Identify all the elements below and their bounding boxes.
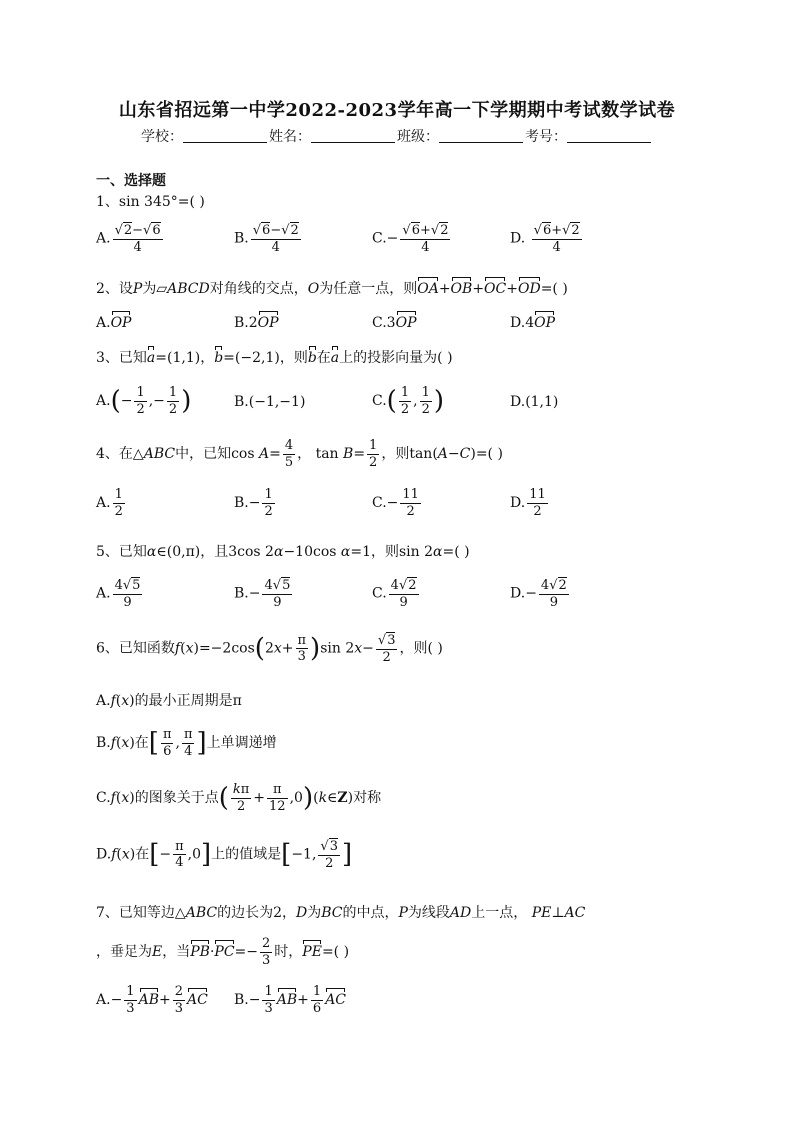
q4-option-a[interactable]: A. $\frac{1}{2}$ <box>96 487 123 519</box>
q5-option-c[interactable]: C. $\frac{4√2}{9}$ <box>372 578 417 610</box>
question-3: 3、已知a=(1,1)，b=(−2,1)，则b在a上的投影向量为( ) <box>96 345 453 367</box>
q6-option-c[interactable]: C.f(x)的图象关于点( $\frac{k\pi}{2}$ + $\frac{\pi}{12}$ ,0)(k∈Z)对称 <box>96 782 382 814</box>
class-blank[interactable] <box>439 128 523 143</box>
q6-option-b[interactable]: B.f(x)在[ $\frac{\pi}{6}$ , $\frac{\pi}{4}$ ]上单调递增 <box>96 727 277 759</box>
q2-option-b[interactable]: B.2OP <box>234 310 279 331</box>
q3-option-a[interactable]: A.(− $\frac{1}{2}$ ,− $\frac{1}{2}$ ) <box>96 385 192 417</box>
q3-option-c[interactable]: C.( $\frac{1}{2}$ , $\frac{1}{2}$ ) <box>372 385 444 417</box>
question-5: 5、已知α∈(0,π)，且3cos 2α−10cos α=1，则sin 2α=( ) <box>96 544 470 560</box>
q2-option-c[interactable]: C.3OP <box>372 310 417 331</box>
q5-option-d[interactable]: D.− $\frac{4√2}{9}$ <box>510 578 567 610</box>
q4-option-d[interactable]: D. $\frac{11}{2}$ <box>510 487 546 519</box>
q4-option-c[interactable]: C.− $\frac{11}{2}$ <box>372 487 419 519</box>
school-label: 学校： <box>141 129 183 145</box>
q6-option-a[interactable]: A.f(x)的最小正周期是π <box>96 693 242 709</box>
name-label: 姓名： <box>269 129 311 145</box>
q1-option-c[interactable]: C.− $\frac{√6+√2}{4}$ <box>372 223 449 255</box>
q6-option-d[interactable]: D.f(x)在[− $\frac{\pi}{4}$ ,0]上的值域是[−1, $\frac{√3}{2}$ ] <box>96 838 353 871</box>
name-blank[interactable] <box>311 128 395 143</box>
q1-option-b[interactable]: B. $\frac{√6-√2}{4}$ <box>234 223 299 255</box>
q4-option-b[interactable]: B.− $\frac{1}{2}$ <box>234 487 273 519</box>
question-6: 6、已知函数f(x)=−2cos(2x+ $\frac{\pi}{3}$ )sin 2x− $\frac{√3}{2}$ ，则( ) <box>96 632 443 665</box>
exam-no-label: 考号： <box>525 129 567 145</box>
q7-option-b[interactable]: B.− $\frac{1}{3}$ AB+ $\frac{1}{6}$ AC <box>234 984 347 1016</box>
q3-option-d[interactable]: D.(1,1) <box>510 394 559 410</box>
question-7-line-1: 7、已知等边△ABC的边长为2，D为BC的中点，P为线段AD上一点， PE⊥AC <box>96 905 586 921</box>
q3-option-b[interactable]: B.(−1,−1) <box>234 394 306 410</box>
q5-option-b[interactable]: B.− $\frac{4√5}{9}$ <box>234 578 291 610</box>
q1-option-a[interactable]: A. $\frac{√2-√6}{4}$ <box>96 223 161 255</box>
q7-option-a[interactable]: A.− $\frac{1}{3}$ AB+ $\frac{2}{3}$ AC <box>96 984 208 1016</box>
q1-option-d[interactable]: D. $\frac{√6+√2}{4}$ <box>510 223 580 255</box>
exam-title: 山东省招远第一中学2022-2023学年高一下学期期中考试数学试卷 <box>118 100 676 121</box>
question-7-line-2: ，垂足为E，当PB·PC=− $\frac{2}{3}$ 时，PE=( ) <box>96 936 350 968</box>
question-4: 4、在△ABC中，已知cos A= $\frac{4}{5}$ ， tan B= $\frac{1}{2}$ ，则tan(A−C)=( ) <box>96 438 503 470</box>
class-label: 班级： <box>397 129 439 145</box>
section-heading: 一、选择题 <box>96 173 166 189</box>
student-info-line <box>0 126 794 146</box>
q2-option-d[interactable]: D.4OP <box>510 310 555 331</box>
exam-no-blank[interactable] <box>567 128 651 143</box>
school-blank[interactable] <box>183 128 267 143</box>
question-2: 2、设P为▱ABCD对角线的交点，O为任意一点，则OA+OB+OC+OD=( ) <box>96 276 568 298</box>
question-1: 1、sin 345°=( ) <box>96 194 205 210</box>
q5-option-a[interactable]: A. $\frac{4√5}{9}$ <box>96 578 141 610</box>
q2-option-a[interactable]: A.OP <box>96 310 131 331</box>
